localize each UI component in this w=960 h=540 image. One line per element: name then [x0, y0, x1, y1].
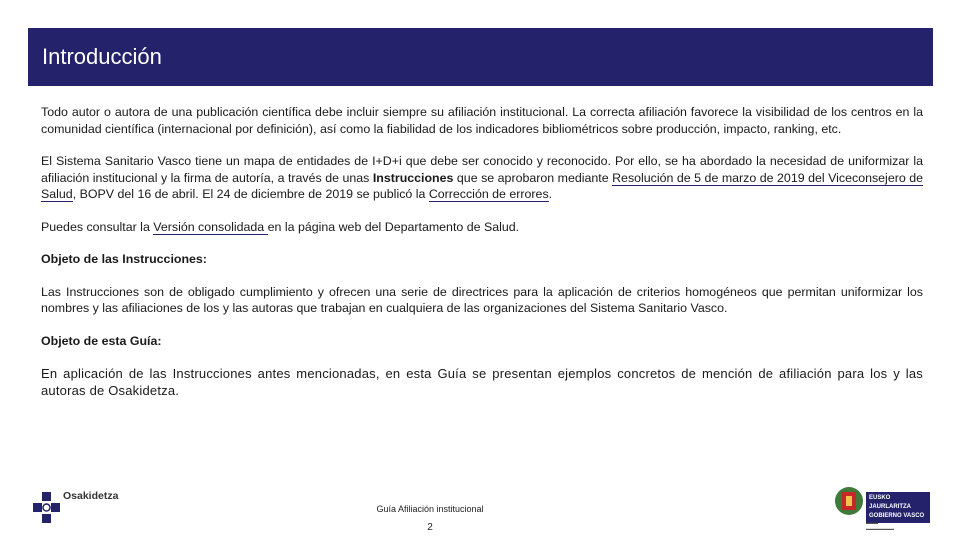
link-resolucion[interactable]: Resolución de 5 de marzo de 2019 del Viceconsejero de Salud [41, 170, 923, 201]
text-segment: . [548, 187, 553, 201]
page-number: 2 [427, 522, 433, 533]
osakidetza-logo-text: Osakidetza [63, 490, 119, 502]
osakidetza-cross-icon [33, 490, 61, 526]
paragraph-instrucciones: Las Instrucciones son de obligado cumplimiento y ofrecen una serie de directrices para la aplicación de criterios homogéneos que permitan uniformizar los nombres y las afiliaciones de los y las autoras que trabajan en cualquiera de las organizaciones del Sistema Sanitario Vasco. [41, 284, 923, 315]
paragraph-intro: Todo autor o autora de una publicación científica debe incluir siempre su afiliación institucional. La correcta afiliación favorece la visibilidad de los centros en la comunidad científica (internacional por definición), así como la fiabilidad de los indicadores bibliométricos sobre producción, impacto, ranking, etc. [41, 105, 923, 136]
gv-small-print: ▬▬▬ ▬▬▬▬▬▬▬ [866, 520, 894, 531]
text-segment: Puedes consultar la [41, 219, 154, 234]
title-bar [28, 28, 933, 86]
text-segment: El Sistema Sanitario Vasco tiene un mapa de entidades de I+D+i que debe ser conocido y reconocido. Por ello, se ha abordado la necesidad de uniformizar la afiliación institucional y la firma de autoría, a través de unas [41, 154, 923, 185]
text-segment: , BOPV del 16 de abril. El 24 de diciembre de 2019 se publicó la [72, 187, 429, 201]
heading-objeto-guia: Objeto de esta Guía: [41, 333, 162, 348]
heading-objeto-instrucciones: Objeto de las Instrucciones: [41, 252, 207, 266]
gobierno-vasco-label [866, 492, 930, 523]
link-version-consolidada[interactable]: Versión consolidada [153, 219, 268, 234]
gobierno-vasco-logo [834, 484, 934, 534]
content-body [41, 104, 923, 415]
text-segment: en la página web del Departamento de Salud. [267, 219, 520, 234]
osakidetza-logo [33, 490, 143, 530]
paragraph-sistema [41, 153, 923, 203]
paragraph-guia: En aplicación de las Instrucciones antes mencionadas, en esta Guía se presentan ejemplos concretos de mención de afiliación para los y las autoras de Osakidetza. [41, 366, 923, 398]
slide-title: Introducción [42, 44, 162, 69]
gv-line1: EUSKO JAURLARITZA [869, 495, 911, 510]
text-segment: que se aprobaron mediante [453, 170, 613, 185]
gv-line2: GOBIERNO VASCO [869, 513, 925, 519]
paragraph-consultar [41, 219, 923, 236]
footer-doc-title: Guía Afiliación institucional [376, 504, 484, 514]
bold-instrucciones: Instrucciones [372, 170, 454, 185]
link-correccion-errores[interactable]: Corrección de errores [428, 187, 549, 201]
coat-of-arms-icon [834, 484, 864, 520]
